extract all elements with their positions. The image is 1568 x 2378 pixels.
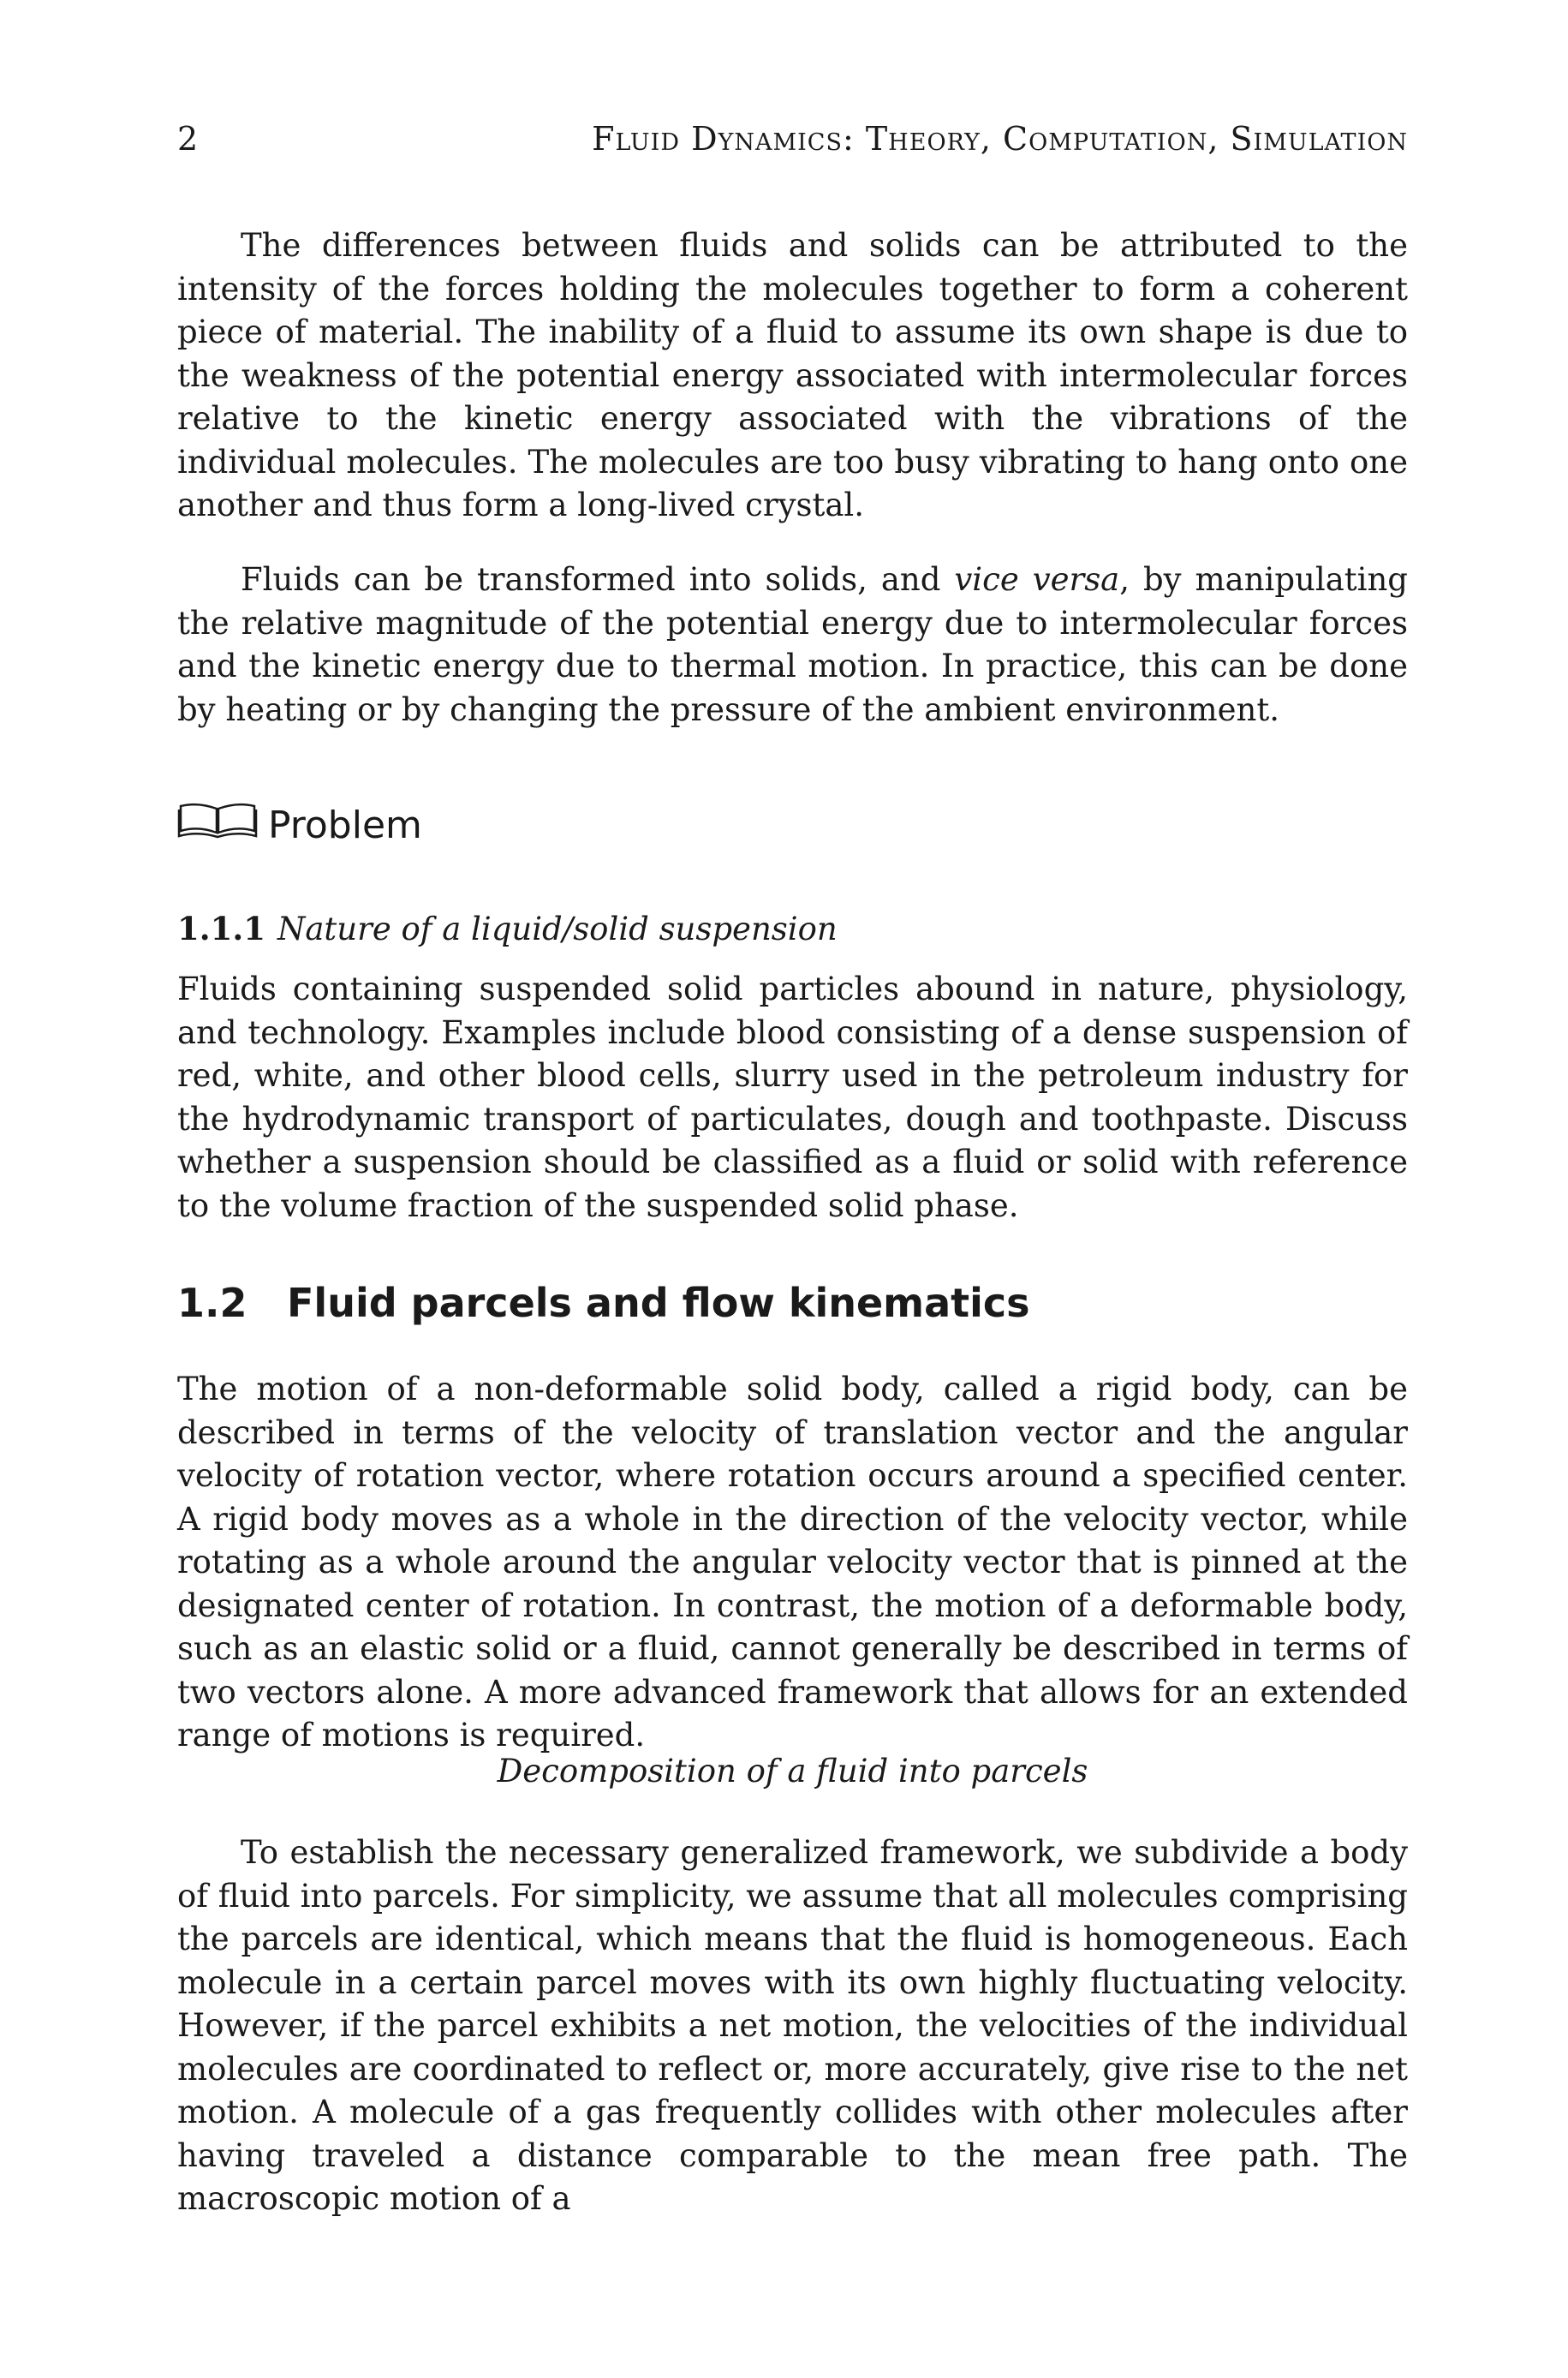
paragraph-text: The differences between fluids and solids can be attributed to the intensity of the forces holding the molecules together to form a coherent piece of material. The inability of a fluid to assume its own shape is due to the weakness of the potential energy associated with intermolecular forces relative to the kinetic energy associated with the vibrations of the individual molecules. The molecules are too busy vibrating to hang onto one another and thus form a long-lived crystal.: [177, 227, 1408, 523]
paragraph-rigid-body-motion: [177, 1368, 1408, 1758]
paragraph-fluid-solid-differences: [177, 224, 1408, 528]
problem-header: [177, 795, 422, 855]
book-icon: [177, 802, 258, 849]
paragraph-text: [177, 559, 1408, 732]
paragraph-text: The motion of a non-deformable solid body, called a rigid body, can be described in terms of the velocity of translation vector and the angular velocity of rotation vector, where rotation occurs around a specified center. A rigid body moves as a whole in the direction of the velocity vector, while rotating as a whole around the angular velocity vector that is pinned at the designated center of rotation. In contrast, the motion of a deformable body, such as an elastic solid or a fluid, cannot generally be described in terms of two vectors alone. A more advanced framework that allows for an extended range of motions is required.: [177, 1371, 1408, 1754]
emphasis-vice-versa: vice versa: [954, 561, 1120, 598]
problem-number: 1.1.1: [177, 910, 265, 947]
section-title: Fluid parcels and flow kinematics: [287, 1280, 1030, 1326]
paragraph-fluid-parcels: [177, 1831, 1408, 2221]
section-heading: [177, 1280, 1030, 1326]
problem-statement: [177, 968, 1408, 1228]
problem-title: [177, 910, 838, 947]
problem-text: Fluids containing suspended solid particles abound in nature, physiology, and technology. Examples include blood consisting of a dense suspension of red, white, and other blood cells, slurry used in the petroleum industry for the hydrodynamic transport of particulates, dough and toothpaste. Discuss whether a suspension should be classified as a fluid or solid with reference to the volume fraction of the suspended solid phase.: [177, 971, 1408, 1224]
problem-label: Problem: [268, 803, 422, 847]
running-title: Fluid Dynamics: Theory, Computation, Simulation: [592, 120, 1408, 158]
problem-name: Nature of a liquid/solid suspension: [277, 911, 838, 947]
section-number: 1.2: [177, 1280, 247, 1326]
running-head: [177, 120, 1408, 171]
page-number: 2: [177, 120, 199, 158]
paragraph-text: To establish the necessary generalized framework, we subdivide a body of fluid into parcels. For simplicity, we assume that all molecules comprising the parcels are identical, which means that the fluid is homogeneous. Each molecule in a certain parcel moves with its own highly fluctuating velocity. However, if the parcel exhibits a net motion, the velocities of the individual molecules are coordinated to reflect or, more accurately, give rise to the net motion. A molecule of a gas frequently collides with other molecules after having traveled a distance comparable to the mean free path. The macroscopic motion of a: [177, 1834, 1408, 2217]
paragraph-fluid-transformation: [177, 559, 1408, 732]
text-after: , by manipulating the relative magnitude of the potential energy due to intermolecular forces and the kinetic energy due to thermal motion. In practice, this can be done by heating or by changing the pressure of the ambient environment.: [177, 561, 1408, 728]
subsection-heading: Decomposition of a fluid into parcels: [497, 1753, 1088, 1789]
text-before: Fluids can be transformed into solids, and: [241, 561, 955, 598]
